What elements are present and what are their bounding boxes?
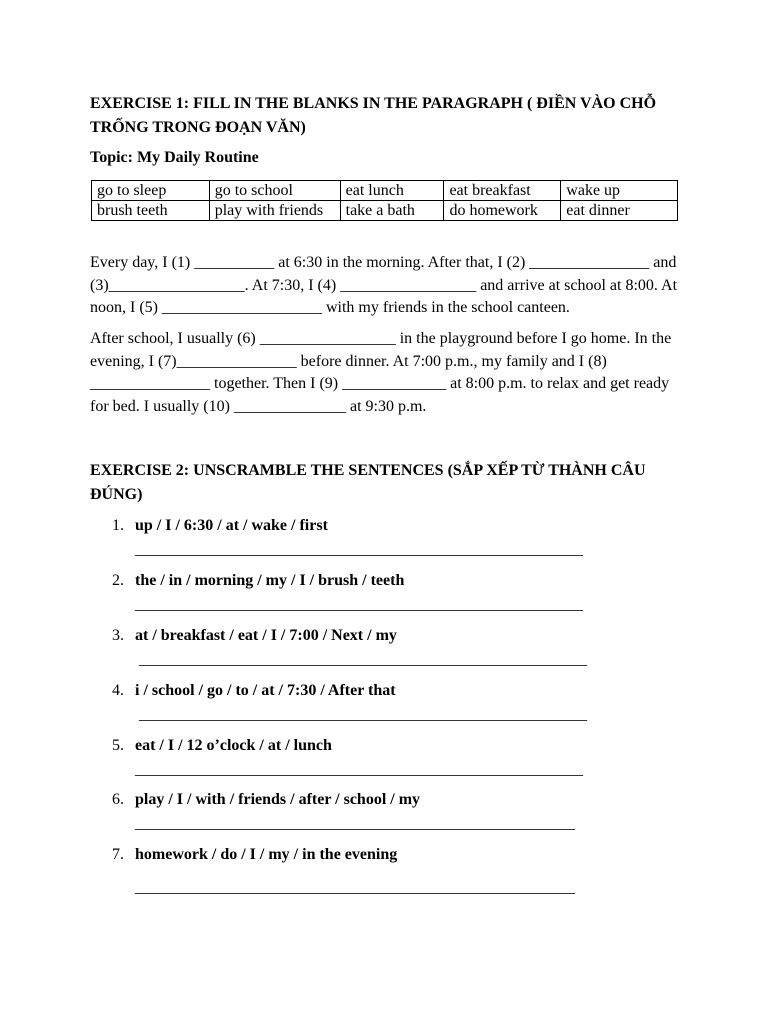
answer-line[interactable]: _______________________________________________________ (135, 815, 575, 832)
answer-line[interactable]: ________________________________________________________ (135, 596, 583, 613)
scrambled-sentence: at / breakfast / eat / I / 7:00 / Next / my (135, 627, 397, 644)
table-cell: go to school (209, 181, 340, 201)
item-number: 3. (112, 627, 124, 644)
item-number: 2. (112, 572, 124, 589)
item-number: 4. (112, 682, 124, 699)
exercise2-title: EXERCISE 2: UNSCRAMBLE THE SENTENCES (SẮP XẾP TỪ THÀNH CÂU ĐÚNG) (90, 462, 646, 503)
table-cell: play with friends (209, 201, 340, 221)
scrambled-sentence: i / school / go / to / at / 7:30 / After that (135, 682, 396, 699)
answer-line[interactable]: ________________________________________________________ (139, 706, 587, 723)
table-row (92, 201, 678, 221)
table-cell: brush teeth (92, 201, 210, 221)
answer-line[interactable]: ________________________________________________________ (135, 541, 583, 558)
exercise1-title: EXERCISE 1: FILL IN THE BLANKS IN THE PARAGRAPH ( ĐIỀN VÀO CHỖ TRỐNG TRONG ĐOẠN VĂN) (90, 95, 657, 136)
scrambled-sentence: eat / I / 12 o’clock / at / lunch (135, 737, 332, 754)
table-cell: eat breakfast (444, 181, 561, 201)
scrambled-sentence: play / I / with / friends / after / school / my (135, 791, 421, 808)
answer-line[interactable]: ________________________________________________________ (139, 651, 587, 668)
table-cell: go to sleep (92, 181, 210, 201)
scrambled-sentence: homework / do / I / my / in the evening (135, 846, 398, 863)
table-cell: do homework (444, 201, 561, 221)
table-cell: wake up (561, 181, 678, 201)
item-number: 1. (112, 517, 124, 534)
word-bank-table (91, 180, 678, 221)
scrambled-sentence: up / I / 6:30 / at / wake / first (135, 517, 328, 534)
paragraph-2: After school, I usually (6) _________________ in the playground before I go home. In the evening, I (7)_______________ before dinner. At 7:00 p.m., my family and I (8) _______________ together. Then I (9) _____________ at 8:00 p.m. to relax and get ready for bed. I usually (10) ______________ at 9:30 p.m. (90, 330, 672, 415)
table-cell: eat dinner (561, 201, 678, 221)
item-number: 6. (112, 791, 124, 808)
answer-line[interactable]: _______________________________________________________ (135, 879, 575, 896)
paragraph-1: Every day, I (1) __________ at 6:30 in the morning. After that, I (2) _______________ and (3)_________________. At 7:30, I (4) _________________ and arrive at school at 8:00. At noon, I (5) ____________________ with my friends in the school canteen. (90, 254, 678, 316)
item-number: 7. (112, 846, 124, 863)
answer-line[interactable]: ________________________________________________________ (135, 761, 583, 778)
table-row (92, 181, 678, 201)
table-cell: eat lunch (340, 181, 444, 201)
table-cell: take a bath (340, 201, 444, 221)
item-number: 5. (112, 737, 124, 754)
scrambled-sentence: the / in / morning / my / I / brush / teeth (135, 572, 405, 589)
exercise1-topic: Topic: My Daily Routine (90, 149, 259, 166)
